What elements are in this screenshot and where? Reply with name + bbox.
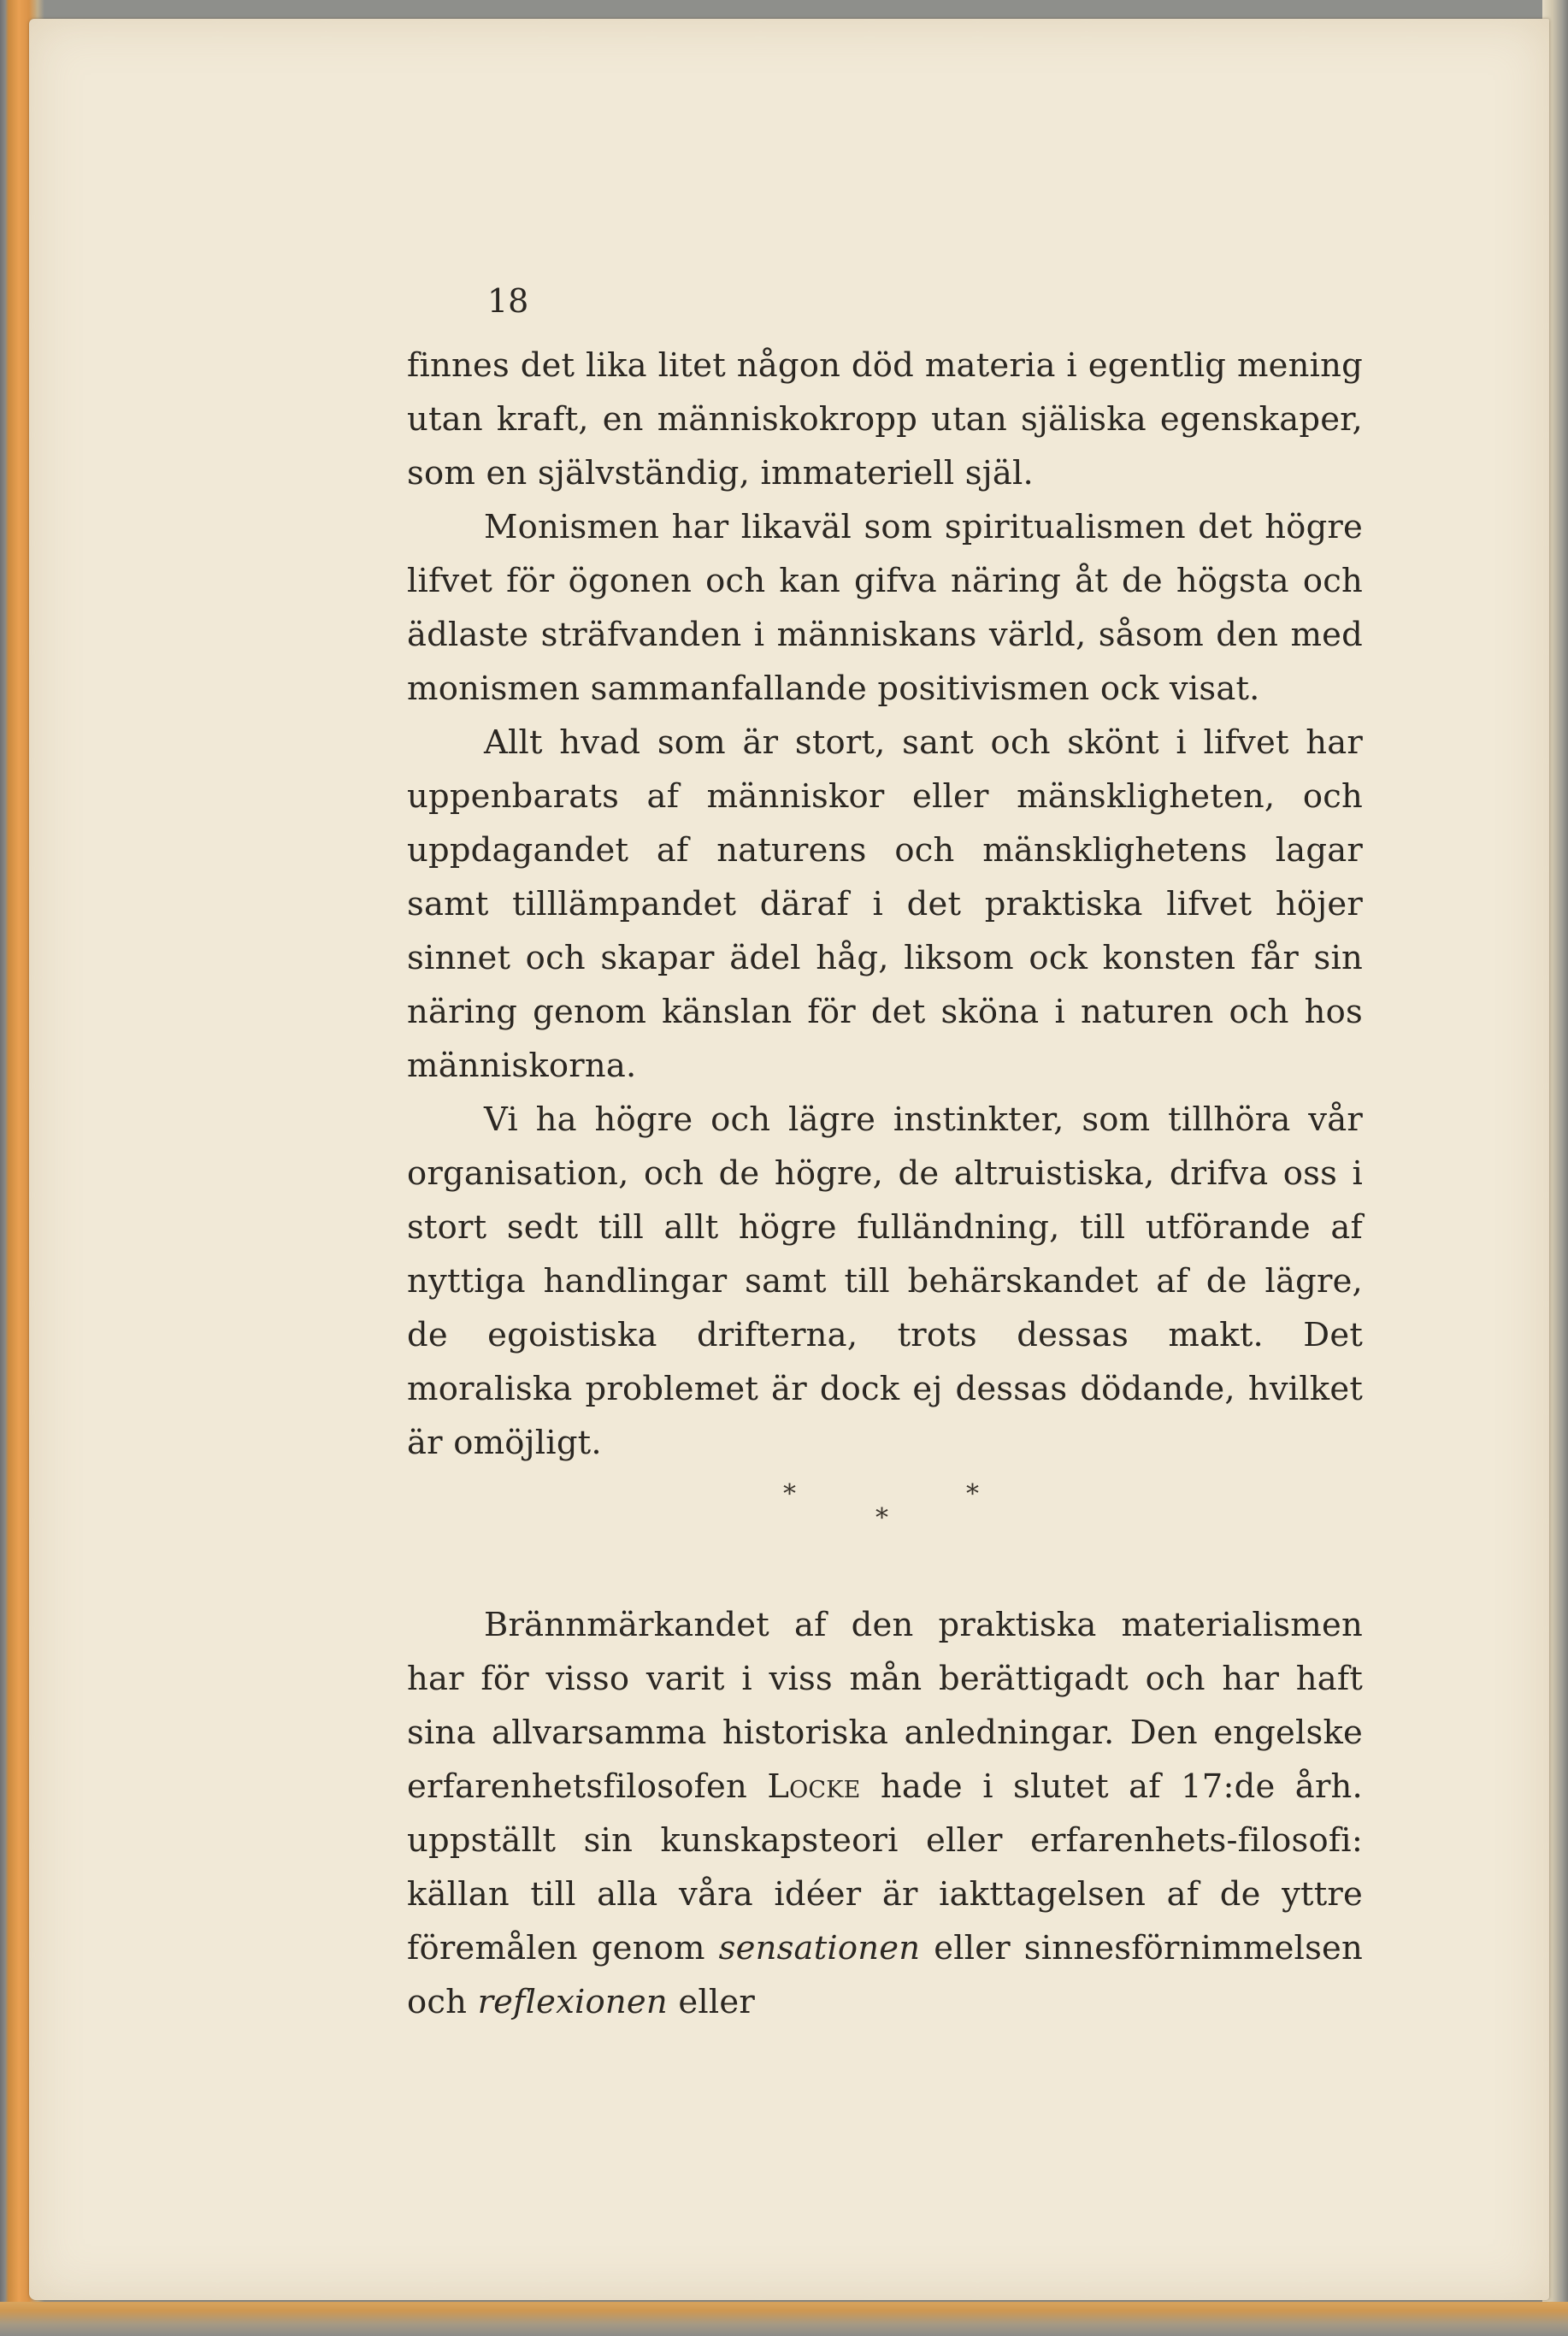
- page-number: 18: [487, 282, 529, 320]
- book-cover-edge: [0, 2302, 1568, 2336]
- term-reflexionen: reflexionen: [477, 1983, 668, 2021]
- paragraph-materialism: [407, 1598, 1363, 2029]
- text-run: Brännmärkandet af den praktiska materialismen har för visso varit i viss mån berättigadt och har haft sina allvarsamma historiska anledningar. Den engelske erfarenhetsfilosofen: [407, 1606, 1363, 1806]
- paragraph-continued: finnes det lika litet någon död materia i egentlig mening utan kraft, en människokropp utan själiska egenskaper, som en självständig, immateriell själ.: [407, 346, 1363, 493]
- paper-page: [29, 19, 1549, 2300]
- author-name-locke: Locke: [767, 1767, 861, 1806]
- text-run: eller sinnesförnimmelsen och: [407, 1929, 1364, 2021]
- asterisk-ornament: *: [783, 1479, 796, 1509]
- asterisk-ornament: *: [875, 1503, 888, 1533]
- text-run: hade i slutet af 17:de årh. uppställt sin kunskapsteori eller erfarenhets-filosofi: källan till alla våra idéer är iakttagelsen af de yttre föremålen genom: [407, 1767, 1363, 1967]
- paragraph-truth-beauty: Allt hvad som är stort, sant och skönt i lifvet har uppenbarats af människor eller mänskligheten, och uppdagandet af naturens och mänsklighetens lagar samt tilllämpandet däraf i det praktiska lifvet höjer sinnet och skapar ädel håg, liksom ock konsten får sin näring genom känslan för det sköna i naturen och hos människorna.: [407, 723, 1363, 1085]
- text-run: eller: [667, 1983, 755, 2021]
- term-sensationen: sensationen: [718, 1929, 921, 1967]
- section-break: [407, 1470, 1363, 1598]
- text-block: [407, 275, 1363, 2029]
- paragraph-monism: Monismen har likaväl som spiritualismen det högre lifvet för ögonen och kan gifva näring åt de högsta och ädlaste sträfvanden i människans värld, såsom den med monismen sammanfallande positivismen ock visat.: [407, 508, 1363, 708]
- paragraph-instincts: Vi ha högre och lägre instinkter, som tillhöra vår organisation, och de högre, de altruistiska, drifva oss i stort sedt till allt högre fulländning, till utförande af nyttiga handlingar samt till behärskandet af de lägre, de egoistiska drifterna, trots dessas makt. Det moraliska problemet är dock ej dessas dödande, hvilket är omöjligt.: [407, 1100, 1363, 1462]
- asterisk-ornament: *: [966, 1479, 979, 1509]
